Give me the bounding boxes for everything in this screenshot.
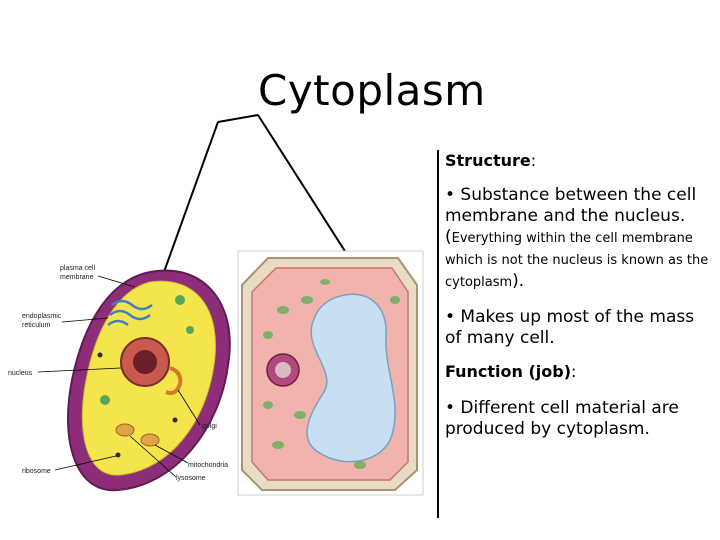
label-golgi: golgi [202, 423, 217, 430]
label-nucleus: nucleus [8, 370, 33, 377]
vertical-divider [437, 150, 439, 518]
structure-bullet-2: • Makes up most of the mass of many cell. [445, 307, 695, 348]
mitochondrion [116, 424, 134, 436]
chloroplast [277, 306, 289, 314]
label-er-2: reticulum [22, 322, 51, 329]
mitochondrion [141, 434, 159, 446]
function-bullet-1: • Different cell material are produced by cytoplasm. [445, 398, 679, 439]
lysosome [100, 395, 110, 405]
page-title: Cytoplasm [258, 66, 486, 115]
chloroplast [354, 461, 366, 469]
label-mitochondria: mitochondria [188, 462, 229, 469]
animal-nucleolus [133, 350, 157, 374]
ribosome [116, 453, 121, 458]
pointer-line-top [218, 115, 258, 122]
plant-cell [238, 251, 423, 495]
chloroplast [390, 296, 400, 304]
animal-cell [68, 271, 230, 491]
chloroplast [263, 401, 273, 409]
label-lysosome: lysosome [176, 475, 206, 482]
structure-heading: Structure: [445, 151, 537, 170]
chloroplast [272, 441, 284, 449]
pointer-line-left [160, 122, 218, 283]
chloroplast [263, 331, 273, 339]
ribosome [173, 418, 178, 423]
nucleolus [275, 362, 291, 378]
chloroplast [320, 279, 330, 285]
label-ribosome: ribosome [22, 468, 51, 475]
text-panel [445, 150, 713, 440]
label-plasma-membrane-2: membrane [60, 274, 94, 281]
lysosome [186, 326, 194, 334]
label-er: endoplasmic [22, 313, 62, 320]
lysosome [175, 295, 185, 305]
label-plasma-membrane: plasma cell [60, 265, 96, 272]
pointer-line-right [258, 115, 357, 270]
function-heading: Function (job): [445, 362, 577, 381]
chloroplast [294, 411, 306, 419]
structure-bullet-1: • Substance between the cell membrane and the nucleus.(Everything within the cell membrane which is not the nucleus is known as the cytoplasm). [445, 185, 709, 291]
chloroplast [301, 296, 313, 304]
ribosome [98, 353, 103, 358]
